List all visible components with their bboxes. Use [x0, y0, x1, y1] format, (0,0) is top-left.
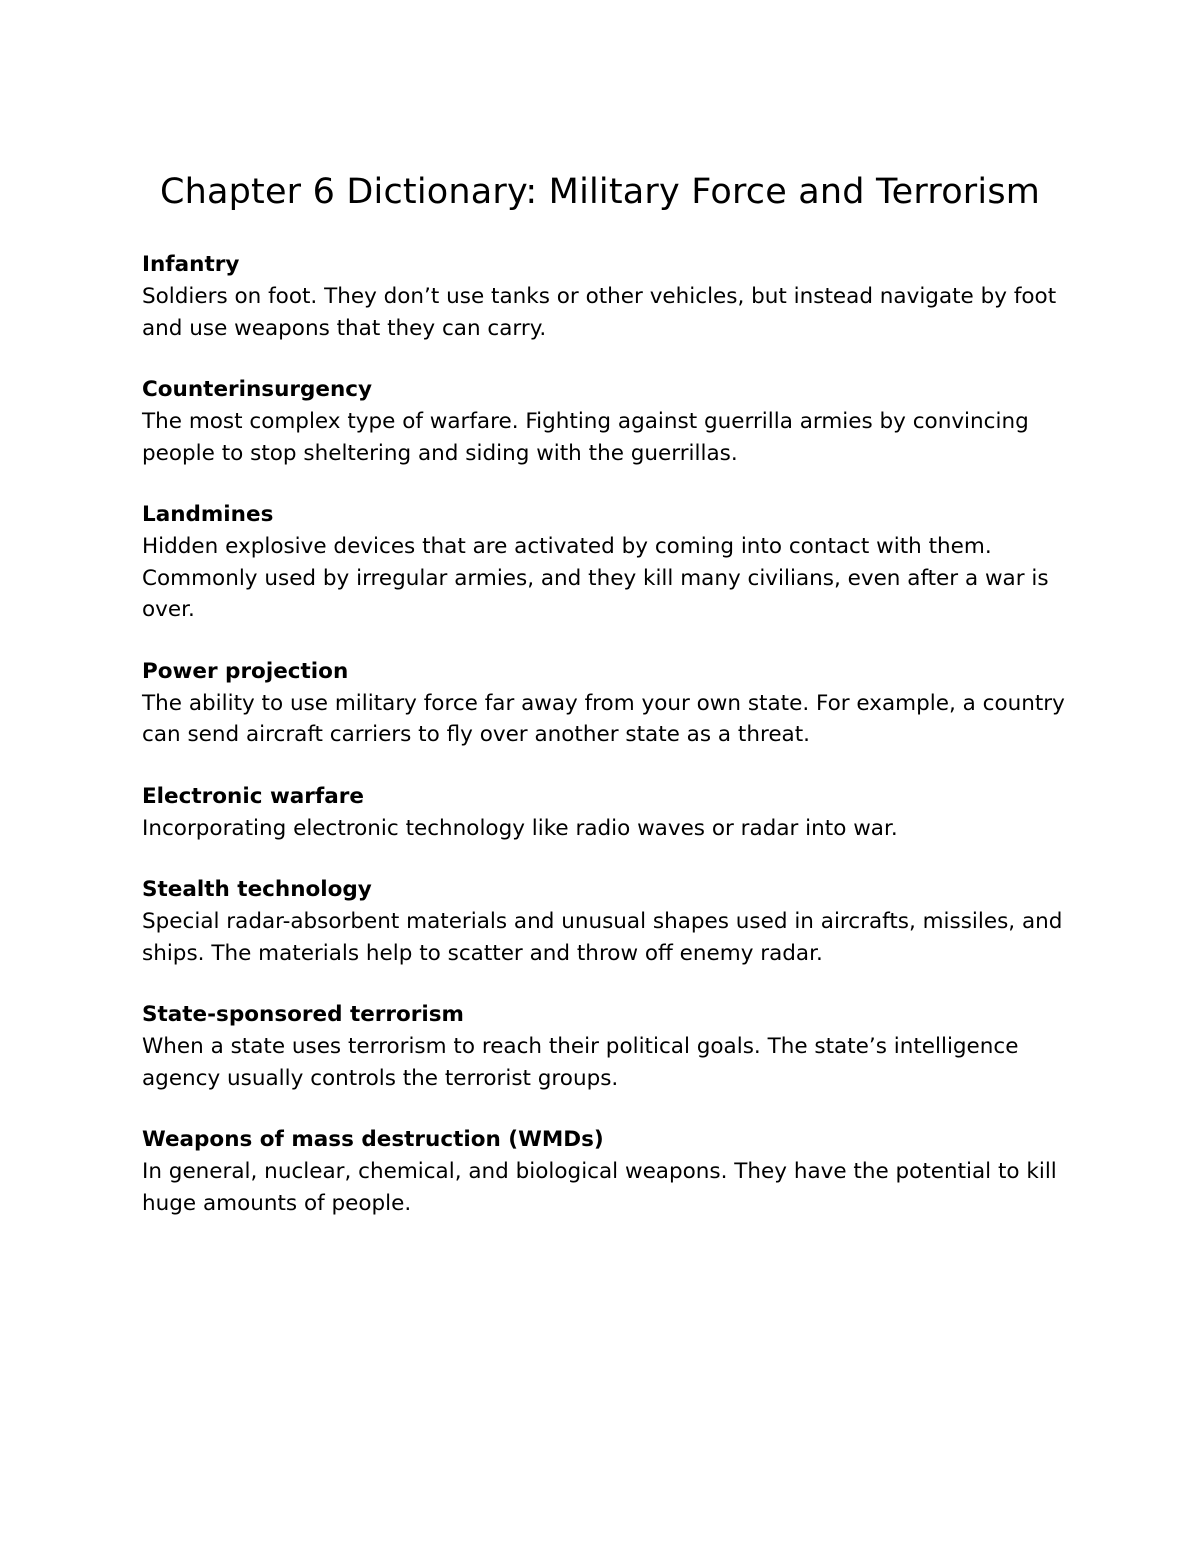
dictionary-entry [142, 781, 1072, 845]
entry-definition: The ability to use military force far away from your own state. For example, a country can send aircraft carriers to fly over another state as a threat. [142, 690, 1065, 747]
entry-term: Power projection [142, 658, 349, 684]
entry-definition: Incorporating electronic technology like radio waves or radar into war. [142, 815, 898, 841]
entry-term: State-sponsored terrorism [142, 1002, 464, 1027]
page-title: Chapter 6 Dictionary: Military Force and Terrorism [159, 172, 1041, 212]
dictionary-entry [142, 1124, 1072, 1219]
entry-term: Stealth technology [142, 877, 372, 902]
dictionary-entry [142, 499, 1072, 626]
entry-term: Weapons of mass destruction (WMDs) [142, 1127, 604, 1152]
entry-term: Electronic warfare [142, 783, 364, 809]
entry-definition: Hidden explosive devices that are activated by coming into contact with them. Commonly used by irregular armies, and they kill many civilians, even after a war is over. [142, 534, 1049, 622]
entry-term: Counterinsurgency [142, 377, 373, 402]
dictionary-entry [142, 374, 1072, 469]
dictionary-entry [142, 999, 1072, 1094]
dictionary-entry [142, 656, 1072, 751]
entry-definition: In general, nuclear, chemical, and biological weapons. They have the potential to kill huge amounts of people. [142, 1159, 1057, 1216]
dictionary-entry [142, 874, 1072, 969]
entry-term: Landmines [142, 502, 274, 527]
dictionary-entry [142, 249, 1072, 344]
entry-definition: Soldiers on foot. They don’t use tanks or other vehicles, but instead navigate by foot and use weapons that they can carry. [142, 284, 1057, 341]
entry-term: Infantry [142, 252, 240, 277]
entry-definition: Special radar-absorbent materials and unusual shapes used in aircrafts, missiles, and ships. The materials help to scatter and throw off enemy radar. [142, 909, 1063, 966]
dictionary-entries [142, 249, 1072, 1249]
entry-definition: The most complex type of warfare. Fighting against guerrilla armies by convincing people to stop sheltering and siding with the guerrillas. [142, 409, 1029, 466]
entry-definition: When a state uses terrorism to reach their political goals. The state’s intelligence agency usually controls the terrorist groups. [142, 1034, 1019, 1091]
